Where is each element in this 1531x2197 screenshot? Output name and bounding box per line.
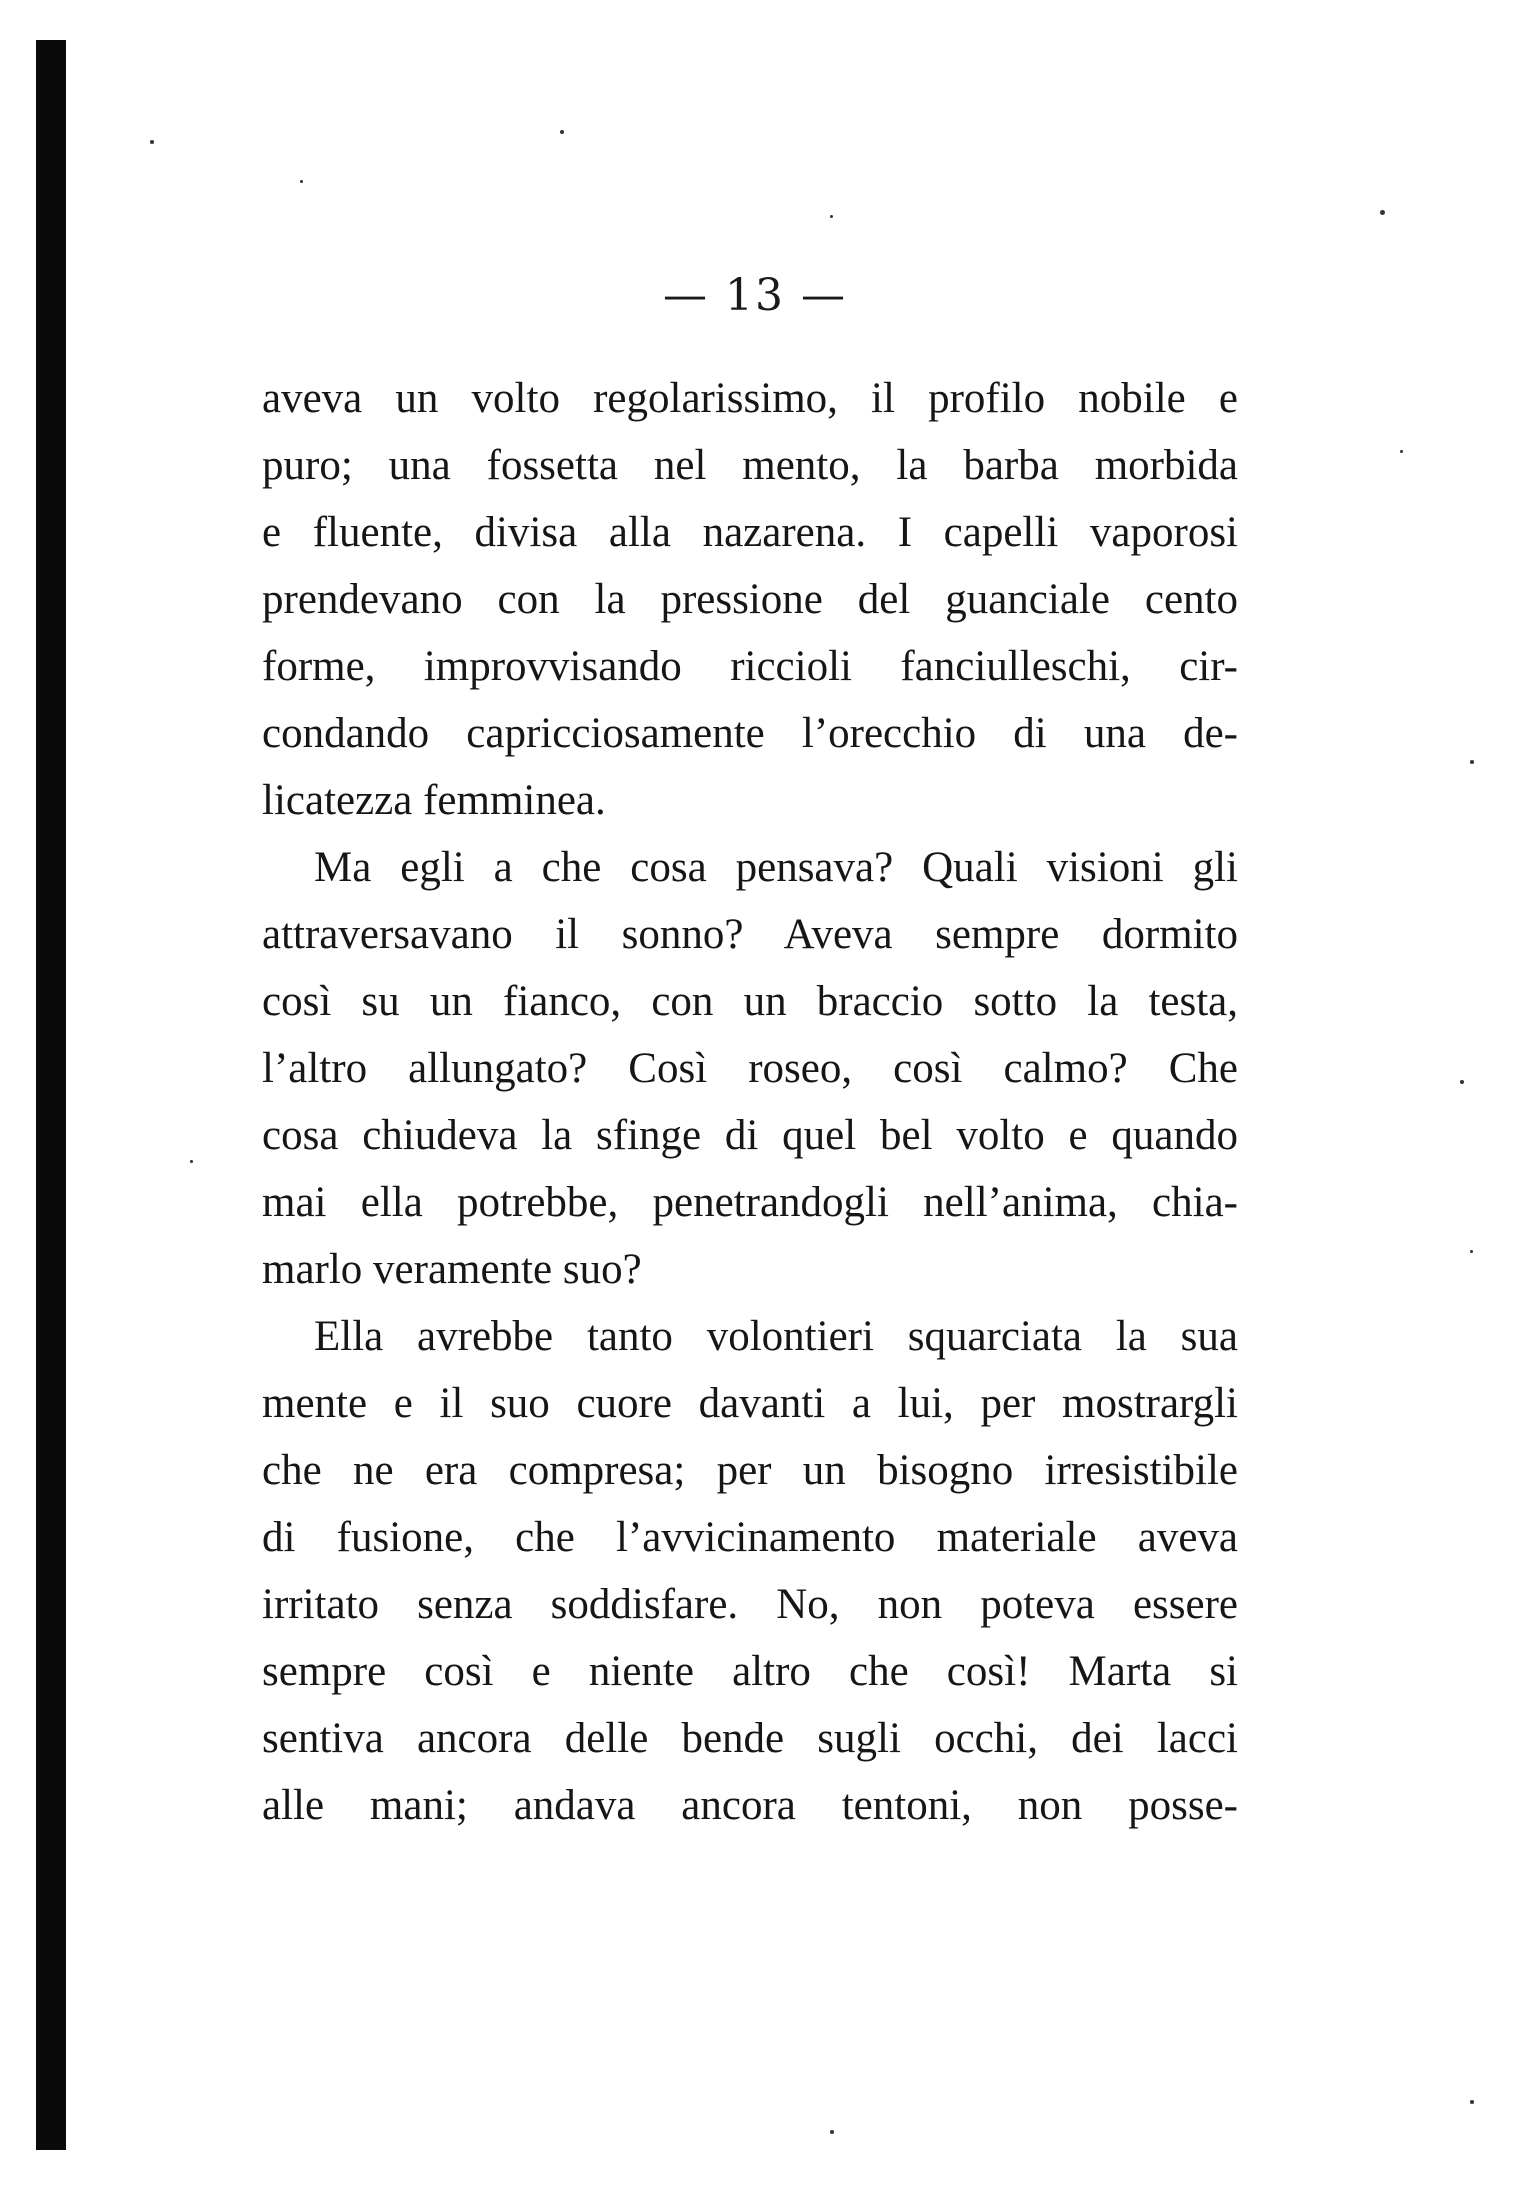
text-line: licatezza femminea. [262, 777, 606, 824]
paragraph-3 [262, 1303, 1238, 1839]
text-line: sentiva ancora delle bende sugli occhi, dei lacci [262, 1715, 1238, 1762]
text-line: puro; una fossetta nel mento, la barba morbida [262, 442, 1238, 489]
text-line: mai ella potrebbe, penetrandogli nell’anima, chia- [262, 1179, 1238, 1226]
scan-speck [1470, 760, 1474, 764]
scan-speck [1460, 1080, 1464, 1084]
body-text [262, 365, 1238, 1839]
text-line: aveva un volto regolarissimo, il profilo nobile e [262, 375, 1238, 422]
text-line: alle mani; andava ancora tentoni, non posse- [262, 1782, 1238, 1829]
paragraph-1 [262, 365, 1238, 834]
page-number: — 13 — [663, 270, 847, 321]
scan-speck [300, 180, 303, 183]
text-line: Ma egli a che cosa pensava? Quali visioni gli [314, 844, 1238, 891]
text-line: attraversavano il sonno? Aveva sempre dormito [262, 911, 1238, 958]
text-line: sempre così e niente altro che così! Marta si [262, 1648, 1238, 1695]
text-line: prendevano con la pressione del guanciale cento [262, 576, 1238, 623]
text-line: che ne era compresa; per un bisogno irresistibile [262, 1447, 1238, 1494]
paragraph-2 [262, 834, 1238, 1303]
text-line: di fusione, che l’avvicinamento materiale aveva [262, 1514, 1238, 1561]
text-line: marlo veramente suo? [262, 1246, 642, 1293]
scan-speck [1400, 450, 1403, 453]
text-line: così su un fianco, con un braccio sotto la testa, [262, 978, 1238, 1025]
text-line: e fluente, divisa alla nazarena. I capelli vaporosi [262, 509, 1238, 556]
scan-speck [830, 215, 833, 218]
text-line: condando capricciosamente l’orecchio di una de- [262, 710, 1238, 757]
text-line: l’altro allungato? Così roseo, così calmo? Che [262, 1045, 1238, 1092]
text-line: mente e il suo cuore davanti a lui, per mostrargli [262, 1380, 1238, 1427]
text-line: forme, improvvisando riccioli fanciulleschi, cir- [262, 643, 1238, 690]
text-line: cosa chiudeva la sfinge di quel bel volto e quando [262, 1112, 1238, 1159]
scan-speck [190, 1160, 193, 1163]
scan-speck [830, 2130, 834, 2134]
text-line: Ella avrebbe tanto volontieri squarciata la sua [314, 1313, 1238, 1360]
scan-speck [1380, 210, 1385, 215]
scan-speck [560, 130, 564, 134]
scan-speck [1470, 1250, 1473, 1253]
scan-speck [1470, 2100, 1474, 2104]
text-line: irritato senza soddisfare. No, non poteva essere [262, 1581, 1238, 1628]
binding-edge-shadow [36, 40, 66, 2150]
scan-speck [150, 140, 154, 144]
